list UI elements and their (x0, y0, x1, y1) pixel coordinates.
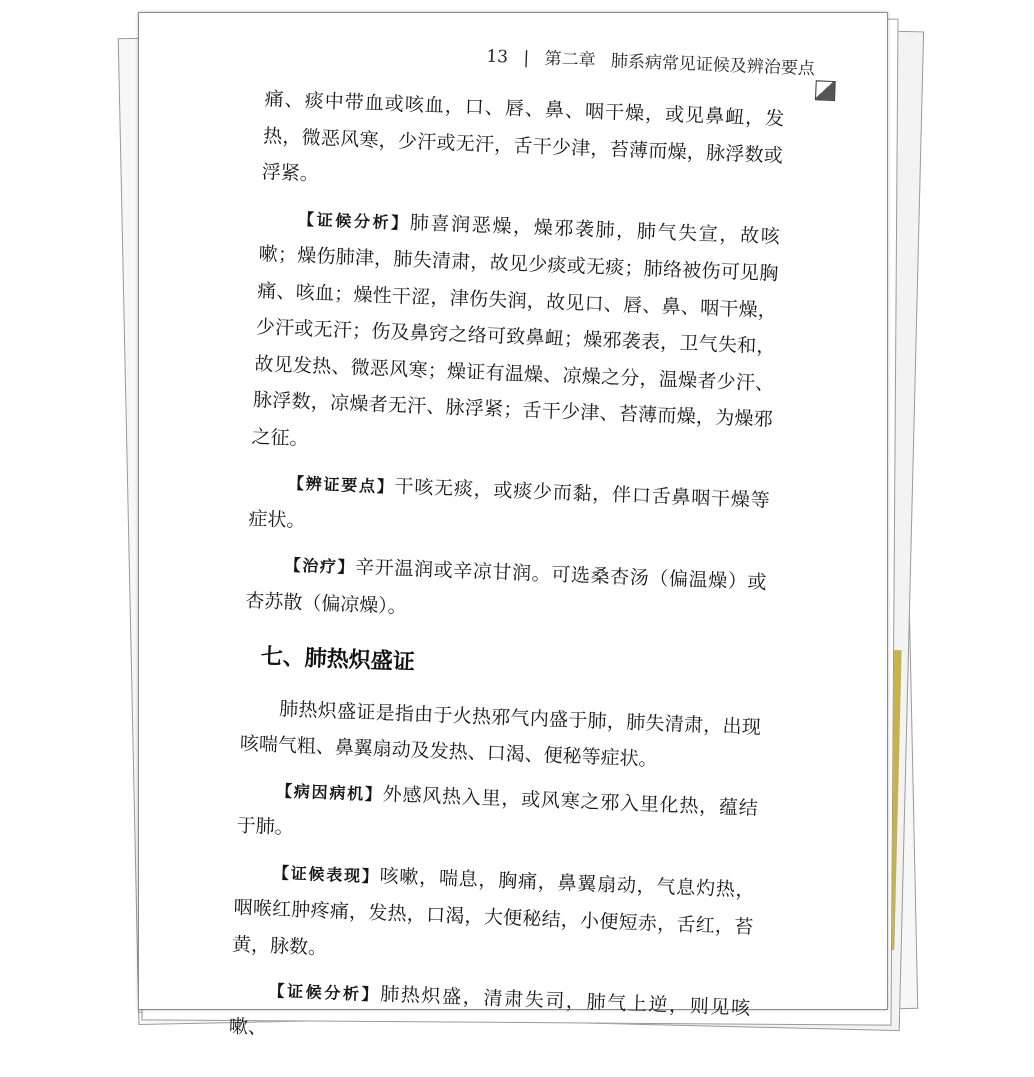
book-page (138, 12, 888, 1039)
running-header (486, 42, 877, 82)
section-tag: 【证候表现】 (272, 862, 380, 886)
paragraph-text: 咳嗽，喘息，胸痛，鼻翼扇动，气息灼热，咽喉红肿疼痛，发热，口渴，大便秘结，小便短赤，舌红，苔黄，脉数。 (231, 864, 756, 959)
section-tag: 【证候分析】 (297, 209, 411, 233)
paragraph (245, 545, 767, 639)
section-tag: 【治疗】 (284, 555, 356, 577)
chapter-label: 第二章 (544, 48, 596, 71)
page-content (120, 0, 906, 1039)
paragraph (248, 463, 770, 557)
paragraph (228, 971, 750, 1065)
section-tag: 【辨证要点】 (287, 473, 395, 497)
page-number: 13 (486, 46, 509, 68)
paragraph (231, 852, 755, 982)
paragraph-text: 肺喜润恶燥，燥邪袭肺，肺气失宣，故咳嗽；燥伤肺津，肺失清肃，故见少痰或无痰；肺络被伤可见胸痛、咳血；燥性干涩，津伤失润，故见口、唇、鼻、咽干燥，少汗或无汗；伤及鼻窍之络可致鼻衄；燥邪袭表，卫气失和，故见发热、微恶风寒；燥证有温燥、凉燥之分，温燥者少汗、脉浮数，凉燥者无汗、脉浮紧；舌干少津、苔薄而燥，为燥邪之征。 (251, 211, 781, 450)
section-heading: 七、肺热炽盛证 (260, 644, 416, 676)
paragraph: 肺热炽盛证是指由于火热邪气内盛于肺，肺失清肃，出现咳喘气粗、鼻翼扇动及发热、口渴、便秘等症状。 (239, 697, 762, 771)
paragraph (251, 199, 780, 475)
paragraph-text: 辛开温润或辛凉甘润。可选桑杏汤（偏温燥）或杏苏散（偏凉燥）。 (244, 555, 767, 618)
body-text (228, 81, 785, 1072)
chapter-title: 肺系病常见证候及辨治要点 (610, 51, 816, 80)
paragraph: 痛、痰中带血或咳血，口、唇、鼻、咽干燥，或见鼻衄，发热，微恶风寒，少汗或无汗，舌干少津，苔薄而燥，脉浮数或浮紧。 (261, 88, 785, 186)
header-separator: | (523, 48, 530, 69)
corner-ornament-icon (815, 80, 836, 101)
paragraph-text: 干咳无痰，或痰少而黏，伴口舌鼻咽干燥等症状。 (248, 475, 770, 532)
paragraph (236, 770, 758, 864)
paragraph-text: 肺热炽盛，清肃失司，肺气上逆，则见咳嗽、 (228, 983, 751, 1039)
paragraph-text: 外感风热入里，或风寒之邪入里化热，蕴结于肺。 (236, 782, 759, 839)
section-tag: 【证候分析】 (268, 980, 381, 1005)
section-tag: 【病因病机】 (275, 780, 384, 804)
